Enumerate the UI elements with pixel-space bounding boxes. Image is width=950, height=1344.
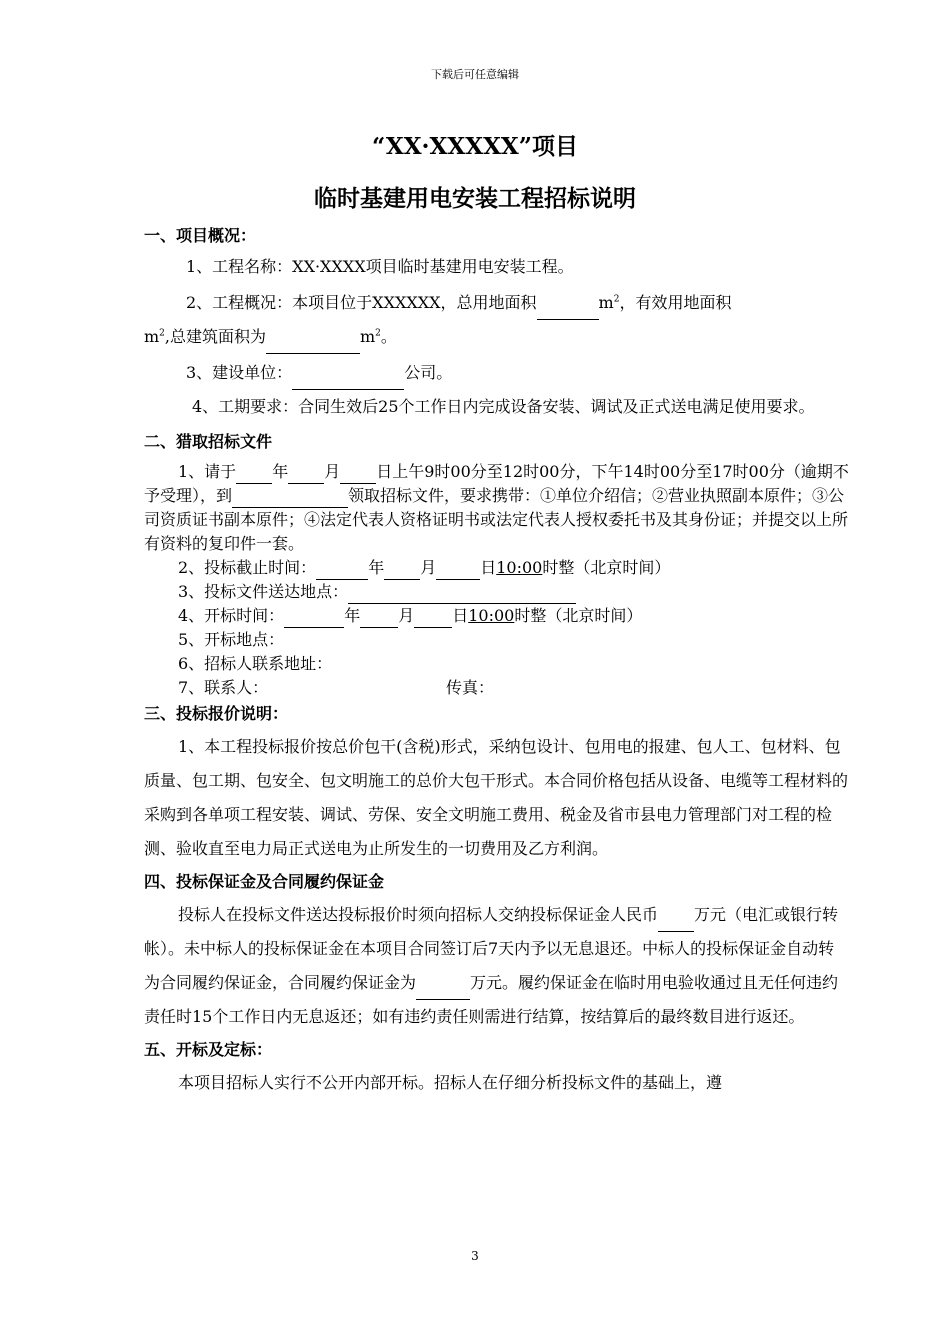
building-area-blank	[266, 335, 360, 354]
deposit-blank	[658, 913, 694, 932]
builder-blank	[292, 371, 404, 390]
s2-item-7: 7、联系人： 传真：	[178, 678, 495, 697]
section-3-heading: 三、投标报价说明：	[144, 704, 289, 723]
s5-paragraph: 本项目招标人实行不公开内部开标。招标人在仔细分析投标文件的基础上，遵	[178, 1073, 723, 1092]
page-number: 3	[471, 1249, 479, 1263]
s1-item-4: 4、工期要求：合同生效后25个工作日内完成设备安装、调试及正式送电满足使用要求。	[192, 397, 815, 416]
section-5-heading: 五、开标及定标：	[144, 1040, 273, 1059]
document-body	[144, 222, 850, 1100]
section-2-heading: 二、猎取招标文件	[144, 432, 273, 451]
document-title-line1: “XX·XXXXX”项目	[371, 133, 579, 160]
s2-item-3: 3、投标文件送达地点：	[144, 580, 850, 604]
s2-item-1: 1、请于 年 月 日上午9时00分至12时00分，下午14时00分至17时00分（逾期不予受理），到 领取招标文件，要求携带：①单位介绍信；②营业执照副本原件；③公司资质证书副本原件；④法定代表人资格证明书或法定代表人授权委托书及其身份证；并提交以上所有资料的复印件一套。	[144, 462, 849, 553]
s2-item-2: 2、投标截止时间： 年 月 日10:00时整（北京时间）	[144, 556, 850, 580]
s1-item-1: 1、工程名称：XX·XXXX项目临时基建用电安装工程。	[186, 257, 574, 276]
s1-item-2-cont: $m^2$,总建筑面积为 $m^2$。	[144, 320, 850, 354]
s2-item-6: 6、招标人联系地址：	[178, 654, 333, 673]
s1-item-2: 2、工程概况：本项目位于XXXXXX，总用地面积 $m^2$，有效用地面积	[144, 286, 850, 320]
s2-item-5: 5、开标地点：	[178, 630, 285, 649]
performance-deposit-blank	[416, 981, 470, 1000]
page-header: 下载后可任意编辑	[431, 68, 519, 81]
s2-item-4: 4、开标时间： 年 月 日10:00时整（北京时间）	[144, 604, 850, 628]
document-title-line2: 临时基建用电安装工程招标说明	[314, 185, 636, 212]
s1-item-3: 3、建设单位： 公司。	[144, 356, 850, 390]
section-4-heading: 四、投标保证金及合同履约保证金	[144, 872, 385, 891]
s3-paragraph: 1、本工程投标报价按总价包干(含税)形式，采纳包设计、包用电的报建、包人工、包材料、包质量、包工期、包安全、包文明施工的总价大包干形式。本合同价格包括从设备、电缆等工程材料的采购到各单项工程安装、调试、劳保、安全文明施工费用、税金及省市县电力管理部门对工程的检测、验收直至电力局正式送电为止所发生的一切费用及乙方利润。	[144, 737, 849, 858]
area-blank	[537, 301, 599, 320]
pickup-location-blank	[232, 489, 348, 508]
s4-paragraph: 投标人在投标文件送达投标报价时须向招标人交纳投标保证金人民币 万元（电汇或银行转帐）。未中标人的投标保证金在本项目合同签订后7天内予以无息退还。中标人的投标保证金自动转为合同履约保证金，合同履约保证金为 万元。履约保证金在临时用电验收通过且无任何违约责任时15个工作日内无息返还；如有违约责任则需进行结算，按结算后的最终数目进行返还。	[144, 905, 839, 1026]
section-1-heading: 一、项目概况：	[144, 226, 257, 245]
delivery-location-blank	[348, 585, 576, 604]
